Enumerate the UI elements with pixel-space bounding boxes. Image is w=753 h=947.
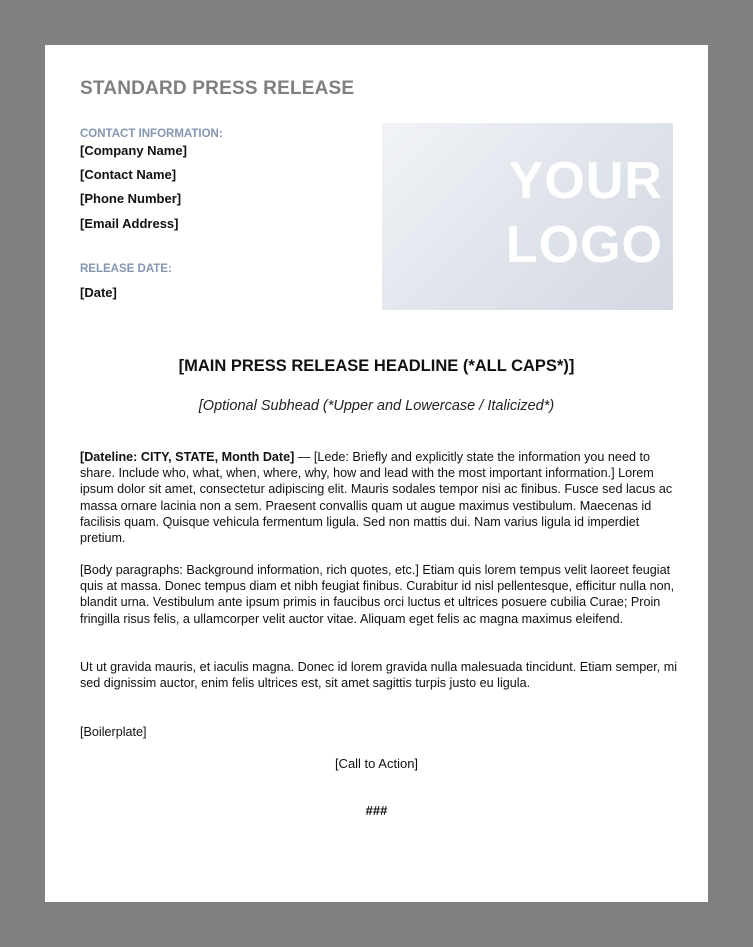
boilerplate: [Boilerplate] (80, 725, 147, 739)
contact-name-field: [Contact Name] (80, 167, 177, 182)
body-paragraph-1: [Body paragraphs: Background information, rich quotes, etc.] Etiam quis lorem tempus velit laoreet feugiat quis at massa. Donec tempus diam et nibh feugiat finibus. Curabitur id nisl pellentesque, efficitur nulla non, blandit urna. Vestibulum ante ipsum primis in faucibus orci luctus et ultrices posuere cubilia Curae; Proin fringilla risus felis, a ullamcorper velit auctor vitae. Aliquam eget felis ac magna maximus eleifend. (80, 563, 675, 626)
logo-text (506, 149, 663, 277)
press-release-subhead: [Optional Subhead (*Upper and Lowercase / Italicized*) (198, 398, 555, 414)
dateline: [Dateline: CITY, STATE, Month Date] (80, 450, 295, 464)
body-paragraph-2: Ut ut gravida mauris, et iaculis magna. Donec id lorem gravida nulla malesuada tincidunt. Etiam semper, mi sed dignissim auctor, enim felis ultrices est, sit amet sagittis turpis justo eu ligula. (80, 660, 678, 691)
lede-paragraph (80, 449, 678, 546)
end-mark: ### (365, 803, 388, 818)
release-date-label: RELEASE DATE: (80, 263, 172, 275)
company-name-field: [Company Name] (80, 143, 187, 158)
phone-number-field: [Phone Number] (80, 191, 182, 206)
lede-text: — [Lede: Briefly and explicitly state the information you need to share. Include who, what, when, where, why, how and lead with the most important information.] Lorem ipsum dolor sit amet, consectetur adipiscing elit. Mauris sodales tempor nisi ac finibus. Fusce sed lacus ac massa ornare lacinia non a sem. Praesent convallis quam ut augue maximus vestibulum. Maecenas id facilisis quam. Quisque vehicula fermentum ligula. Sed non mattis dui. Nam varius ligula id imperdiet pretium. (80, 450, 673, 546)
call-to-action: [Call to Action] (334, 756, 419, 771)
logo-text-line-1: YOUR (508, 152, 663, 210)
logo-text-line-2: LOGO (505, 216, 663, 274)
press-release-headline: [MAIN PRESS RELEASE HEADLINE (*ALL CAPS*)] (178, 357, 575, 375)
document-page (45, 45, 708, 902)
document-title: STANDARD PRESS RELEASE (80, 78, 355, 99)
email-address-field: [Email Address] (80, 216, 179, 231)
contact-information-label: CONTACT INFORMATION: (80, 128, 223, 140)
logo-placeholder (382, 123, 673, 310)
release-date-field: [Date] (80, 285, 117, 300)
